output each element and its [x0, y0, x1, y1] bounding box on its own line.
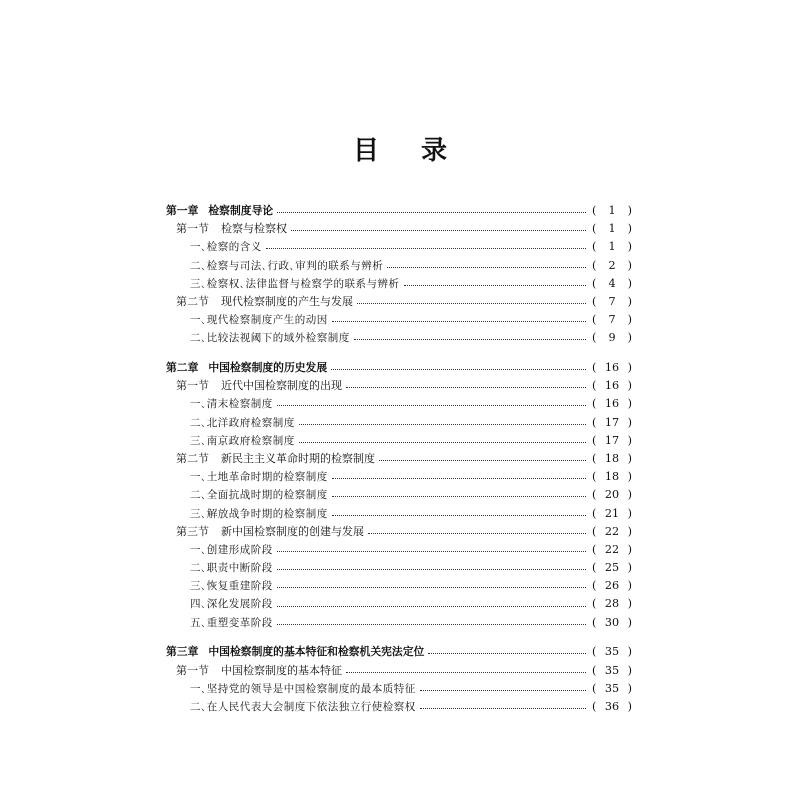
page-number — [592, 595, 632, 613]
toc-sub-row — [166, 257, 632, 275]
toc-entry-label — [166, 614, 277, 632]
toc-entry-text: 二､全面抗战时期的检察制度 — [190, 489, 328, 502]
open-paren: ( — [592, 433, 597, 447]
close-paren: ) — [627, 331, 632, 345]
close-paren: ) — [627, 579, 632, 593]
toc-entry-text: 检察与检察权 — [221, 222, 287, 236]
page-number-value: 18 — [604, 470, 620, 484]
chapter-number: 第二章 — [166, 361, 199, 374]
toc-entry-text: 三､检察权､法律监督与检察学的联系与辨析 — [190, 277, 400, 290]
open-paren: ( — [592, 204, 597, 217]
page-number — [592, 450, 632, 468]
toc-entry-label — [166, 680, 420, 698]
close-paren: ) — [627, 433, 632, 447]
open-paren: ( — [592, 506, 597, 520]
page-number-value: 16 — [604, 379, 620, 393]
open-paren: ( — [592, 294, 597, 308]
page-number — [592, 577, 632, 595]
toc-entry-label — [166, 468, 332, 486]
dot-leader — [277, 624, 586, 625]
toc-entry-text: 三､解放战争时期的检察制度 — [190, 507, 328, 520]
close-paren: ) — [627, 415, 632, 429]
toc-entry-label — [166, 595, 277, 613]
page-number — [592, 202, 632, 220]
page-number — [592, 559, 632, 577]
toc-entry-label — [166, 450, 379, 468]
page-number-value: 35 — [604, 645, 620, 659]
toc-sub-row — [166, 559, 632, 577]
toc-entry-text: 三､恢复重建阶段 — [190, 580, 273, 593]
toc-sub-row — [166, 329, 632, 347]
open-paren: ( — [592, 258, 597, 272]
close-paren: ) — [627, 561, 632, 575]
dot-leader — [332, 496, 586, 497]
toc-entry-label — [166, 275, 404, 293]
page-number-value: 22 — [604, 524, 620, 538]
page-number — [592, 359, 632, 377]
dot-leader — [266, 248, 586, 249]
toc-entry-text: 二､北洋政府检察制度 — [190, 416, 295, 429]
open-paren: ( — [592, 542, 597, 556]
page-number — [592, 275, 632, 293]
page-number — [592, 505, 632, 523]
toc-entry-label — [166, 541, 277, 559]
toc-entry-text: 一､检察的含义 — [190, 241, 262, 254]
close-paren: ) — [627, 542, 632, 556]
page-number-value: 16 — [604, 361, 620, 374]
page-number-value: 20 — [604, 488, 620, 502]
toc-entry-text: 二､检察与司法､行政､审判的联系与辨析 — [190, 259, 384, 272]
toc-entry-label — [166, 414, 299, 432]
page-number — [592, 329, 632, 347]
toc-entry-text: 四､深化发展阶段 — [190, 598, 273, 611]
close-paren: ) — [627, 240, 632, 254]
page-number — [592, 468, 632, 486]
open-paren: ( — [592, 579, 597, 593]
open-paren: ( — [592, 379, 597, 393]
open-paren: ( — [592, 470, 597, 484]
page-number-value: 30 — [604, 615, 620, 629]
toc-entry-label — [166, 643, 428, 661]
page-number-value: 26 — [604, 579, 620, 593]
toc-entry-label — [166, 698, 420, 716]
toc-entry-text: 三､南京政府检察制度 — [190, 434, 295, 447]
page-number — [592, 311, 632, 329]
close-paren: ) — [627, 451, 632, 465]
open-paren: ( — [592, 615, 597, 629]
dot-leader — [277, 212, 586, 213]
page-number — [592, 523, 632, 541]
page-number-value: 35 — [604, 681, 620, 695]
toc-sub-row — [166, 541, 632, 559]
section-number: 第三节 — [176, 524, 209, 538]
page-number — [592, 257, 632, 275]
toc-entry-label — [166, 432, 299, 450]
toc-chapter-row — [166, 359, 632, 377]
toc-sub-row — [166, 698, 632, 716]
dot-leader — [332, 321, 586, 322]
dot-leader — [420, 690, 586, 691]
toc-entry-text: 五､重塑变革阶段 — [190, 616, 273, 629]
toc-entry-text: 一､创建形成阶段 — [190, 543, 273, 556]
toc-entry-label — [166, 257, 387, 275]
toc-entry-text: 二､职责中断阶段 — [190, 562, 273, 575]
open-paren: ( — [592, 699, 597, 713]
page-number-value: 17 — [604, 415, 620, 429]
open-paren: ( — [592, 451, 597, 465]
page-number — [592, 395, 632, 413]
close-paren: ) — [627, 663, 632, 677]
toc-entry-text: 新民主主义革命时期的检察制度 — [221, 451, 375, 465]
page-number-value: 16 — [604, 397, 620, 411]
dot-leader — [428, 653, 586, 654]
open-paren: ( — [592, 488, 597, 502]
toc-entry-label — [166, 505, 332, 523]
toc-entry-text: 一､土地革命时期的检察制度 — [190, 471, 328, 484]
dot-leader — [331, 369, 586, 370]
toc-entry-text: 中国检察制度的历史发展 — [208, 361, 328, 374]
page-number — [592, 680, 632, 698]
toc-entry-label — [166, 202, 277, 220]
dot-leader — [379, 460, 586, 461]
page-number-value: 35 — [604, 663, 620, 677]
close-paren: ) — [627, 681, 632, 695]
toc-entry-label — [166, 486, 332, 504]
close-paren: ) — [627, 276, 632, 290]
toc-entry-text: 中国检察制度的基本特征和检察机关宪法定位 — [208, 645, 425, 659]
open-paren: ( — [592, 597, 597, 611]
page-number-value: 1 — [608, 222, 616, 236]
page-number — [592, 643, 632, 661]
toc-entry-label — [166, 559, 277, 577]
dot-leader — [346, 387, 586, 388]
toc-sub-row — [166, 311, 632, 329]
toc-entry-text: 中国检察制度的基本特征 — [221, 663, 342, 677]
page-number — [592, 698, 632, 716]
page-number — [592, 293, 632, 311]
open-paren: ( — [592, 645, 597, 659]
dot-leader — [291, 230, 586, 231]
close-paren: ) — [627, 488, 632, 502]
close-paren: ) — [627, 506, 632, 520]
toc-entry-label — [166, 220, 291, 238]
toc-sub-row — [166, 486, 632, 504]
dot-leader — [346, 672, 586, 673]
chapter-number: 第三章 — [166, 645, 199, 659]
close-paren: ) — [627, 379, 632, 393]
open-paren: ( — [592, 681, 597, 695]
section-number: 第二节 — [176, 451, 209, 465]
close-paren: ) — [627, 313, 632, 327]
toc-entry-text: 一､坚持党的领导是中国检察制度的最本质特征 — [190, 682, 416, 695]
dot-leader — [277, 587, 586, 588]
close-paren: ) — [627, 524, 632, 538]
toc-entry-text: 一､现代检察制度产生的动因 — [190, 314, 328, 327]
dot-leader — [368, 533, 586, 534]
toc-sub-row — [166, 468, 632, 486]
section-number: 第一节 — [176, 663, 209, 677]
toc-sub-row — [166, 614, 632, 632]
toc-entry-text: 新中国检察制度的创建与发展 — [221, 524, 364, 538]
toc-entry-text: 检察制度导论 — [208, 204, 274, 217]
toc-entry-text: 二､在人民代表大会制度下依法独立行使检察权 — [190, 700, 416, 713]
toc-entry-label — [166, 523, 368, 541]
close-paren: ) — [627, 470, 632, 484]
open-paren: ( — [592, 397, 597, 411]
toc-entry-label — [166, 311, 332, 329]
toc-sub-row — [166, 395, 632, 413]
open-paren: ( — [592, 663, 597, 677]
page-number-value: 1 — [608, 240, 616, 254]
toc-title-char-1: 目 — [352, 136, 379, 166]
page-number — [592, 541, 632, 559]
page-number — [592, 432, 632, 450]
close-paren: ) — [627, 597, 632, 611]
page-number-value: 7 — [608, 294, 616, 308]
toc-sub-row — [166, 432, 632, 450]
close-paren: ) — [627, 645, 632, 659]
page-number — [592, 486, 632, 504]
open-paren: ( — [592, 415, 597, 429]
dot-leader — [299, 442, 586, 443]
toc-sub-row — [166, 414, 632, 432]
toc-sub-row — [166, 275, 632, 293]
dot-leader — [332, 478, 586, 479]
dot-leader — [277, 606, 586, 607]
toc-title-char-2: 录 — [421, 136, 448, 166]
page-number-value: 36 — [604, 699, 620, 713]
dot-leader — [387, 267, 586, 268]
toc-sub-row — [166, 577, 632, 595]
chapter-number: 第一章 — [166, 204, 199, 217]
dot-leader — [277, 405, 586, 406]
toc-entry-text: 一､清末检察制度 — [190, 398, 273, 411]
dot-leader — [420, 708, 586, 709]
page-number-value: 28 — [604, 597, 620, 611]
toc-section-row — [166, 662, 632, 680]
page-number — [592, 414, 632, 432]
toc-entry-label — [166, 359, 331, 377]
open-paren: ( — [592, 331, 597, 345]
section-number: 第二节 — [176, 294, 209, 308]
toc-section-row — [166, 293, 632, 311]
close-paren: ) — [627, 361, 632, 374]
page-number — [592, 377, 632, 395]
toc-entry-label — [166, 577, 277, 595]
table-of-contents — [166, 202, 632, 716]
page-number-value: 22 — [604, 542, 620, 556]
page-number-value: 7 — [608, 313, 616, 327]
page-number-value: 4 — [608, 276, 616, 290]
close-paren: ) — [627, 397, 632, 411]
page-number-value: 18 — [604, 451, 620, 465]
open-paren: ( — [592, 561, 597, 575]
page-number-value: 2 — [608, 258, 616, 272]
open-paren: ( — [592, 276, 597, 290]
close-paren: ) — [627, 222, 632, 236]
toc-sub-row — [166, 595, 632, 613]
dot-leader — [277, 551, 586, 552]
toc-entry-label — [166, 238, 266, 256]
toc-entry-text: 现代检察制度的产生与发展 — [221, 294, 353, 308]
page-number — [592, 238, 632, 256]
open-paren: ( — [592, 524, 597, 538]
dot-leader — [277, 569, 586, 570]
page-number — [592, 220, 632, 238]
dot-leader — [354, 339, 586, 340]
toc-section-row — [166, 377, 632, 395]
dot-leader — [299, 424, 586, 425]
dot-leader — [404, 285, 587, 286]
toc-chapter-row — [166, 202, 632, 220]
close-paren: ) — [627, 699, 632, 713]
toc-chapter-row — [166, 643, 632, 661]
dot-leader — [332, 515, 586, 516]
page-number-value: 21 — [604, 506, 620, 520]
toc-entry-text: 近代中国检察制度的出现 — [221, 379, 342, 393]
toc-entry-text: 二､比较法视阈下的域外检察制度 — [190, 332, 350, 345]
open-paren: ( — [592, 313, 597, 327]
page-number-value: 9 — [608, 331, 616, 345]
page-number — [592, 614, 632, 632]
toc-section-row — [166, 450, 632, 468]
toc-sub-row — [166, 505, 632, 523]
toc-entry-label — [166, 377, 346, 395]
section-number: 第一节 — [176, 222, 209, 236]
section-number: 第一节 — [176, 379, 209, 393]
toc-section-row — [166, 220, 632, 238]
open-paren: ( — [592, 222, 597, 236]
close-paren: ) — [627, 294, 632, 308]
toc-title — [0, 130, 800, 167]
toc-section-row — [166, 523, 632, 541]
toc-sub-row — [166, 680, 632, 698]
close-paren: ) — [627, 258, 632, 272]
open-paren: ( — [592, 361, 597, 374]
toc-entry-label — [166, 395, 277, 413]
page-number-value: 17 — [604, 433, 620, 447]
page-number — [592, 662, 632, 680]
close-paren: ) — [627, 204, 632, 217]
toc-entry-label — [166, 662, 346, 680]
toc-entry-label — [166, 329, 354, 347]
page-number-value: 1 — [608, 204, 616, 217]
open-paren: ( — [592, 240, 597, 254]
dot-leader — [357, 303, 586, 304]
close-paren: ) — [627, 615, 632, 629]
toc-entry-label — [166, 293, 357, 311]
page-number-value: 25 — [604, 561, 620, 575]
toc-sub-row — [166, 238, 632, 256]
